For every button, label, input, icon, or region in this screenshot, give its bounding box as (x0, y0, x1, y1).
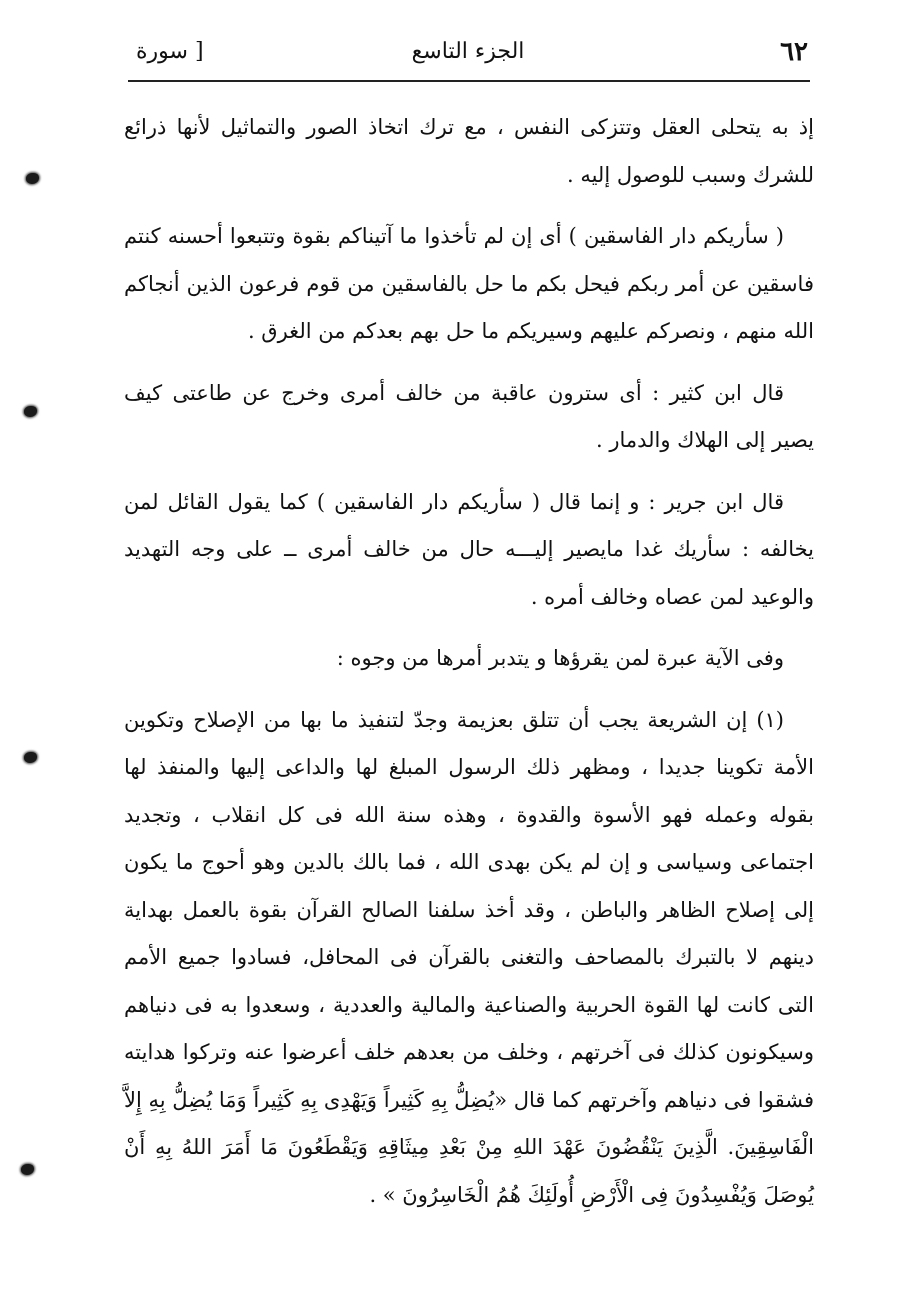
page-header (128, 32, 808, 76)
surah-label: [ سورة (136, 39, 204, 64)
binding-hole-mark (24, 406, 37, 417)
paragraph-6: (١) إن الشريعة يجب أن تتلق بعزيمة وجدّ لتنفيذ ما بها من الإصلاح وتكوين الأمة تكوينا جديدا ، ومظهر ذلك الرسول المبلغ لها والداعى إليها والمنفذ لها بقوله وعمله فهو الأسوة والقدوة ، وهذه سنة الله فى كل انقلاب ، وتجديد اجتماعى وسياسى و إن لم يكن بهدى الله ، فما بالك بالدين وهو أحوج ما يكون إلى إصلاح الظاهر والباطن ، وقد أخذ سلفنا الصالح القرآن بقوة بالعمل بهداية دينهم لا بالتبرك بالمصاحف والتغنى بالقرآن فى المحافل، فسادوا جميع الأمم التى كانت لها القوة الحربية والصناعية والمالية والعددية ، وسعدوا به فى دنياهم وسيكونون كذلك فى آخرتهم ، وخلف من بعدهم خلف أعرضوا عنه وتركوا هدايته فشقوا فى دنياهم وآخرتهم كما قال «يُضِلُّ بِهِ كَثِيراً وَيَهْدِى بِهِ كَثِيراً وَمَا يُضِلُّ بِهِ إِلاَّ الْفَاسِقِينَ. الَّذِينَ يَنْقُضُونَ عَهْدَ اللهِ مِنْ بَعْدِ مِيثَاقِهِ وَيَقْطَعُونَ مَا أَمَرَ اللهُ بِهِ أَنْ يُوصَلَ وَيُفْسِدُونَ فِى الْأَرْضِ أُولَئِكَ هُمُ الْخَاسِرُونَ » . (124, 707, 814, 1207)
paragraph-1: إذ به يتحلى العقل وتتزكى النفس ، مع ترك اتخاذ الصور والتماثيل لأنها ذرائع للشرك وسبب للوصول إليه . (124, 115, 814, 187)
paragraph-4: قال ابن جرير : و إنما قال ( سأريكم دار الفاسقين ) كما يقول القائل لمن يخالفه : سأريك غدا مايصير إليـــه حال من خالف أمرى ــ على وجه التهديد والوعيد لمن عصاه وخالف أمره . (124, 489, 814, 609)
juz-title: الجزء التاسع (411, 39, 525, 64)
binding-hole-mark (24, 752, 37, 763)
paragraph-5: وفى الآية عبرة لمن يقرؤها و يتدبر أمرها من وجوه : (336, 646, 784, 670)
paragraph-2: ( سأريكم دار الفاسقين ) أى إن لم تأخذوا ما آتيناكم بقوة وتتبعوا أحسنه كنتم فاسقين عن أمر ربكم فيحل بكم ما حل بالفاسقين من قوم فرعون الذين أنجاكم الله منهم ، ونصركم عليهم وسيريكم ما حل بهم بعدكم من الغرق . (124, 224, 814, 343)
binding-hole-mark (26, 173, 39, 184)
page-body (124, 104, 814, 1233)
paragraph-3: قال ابن كثير : أى سترون عاقبة من خالف أمرى وخرج عن طاعتى كيف يصير إلى الهلاك والدمار . (124, 380, 814, 452)
binding-hole-mark (21, 1164, 34, 1175)
header-rule (128, 80, 810, 82)
page-number: ٦٢ (780, 37, 808, 67)
